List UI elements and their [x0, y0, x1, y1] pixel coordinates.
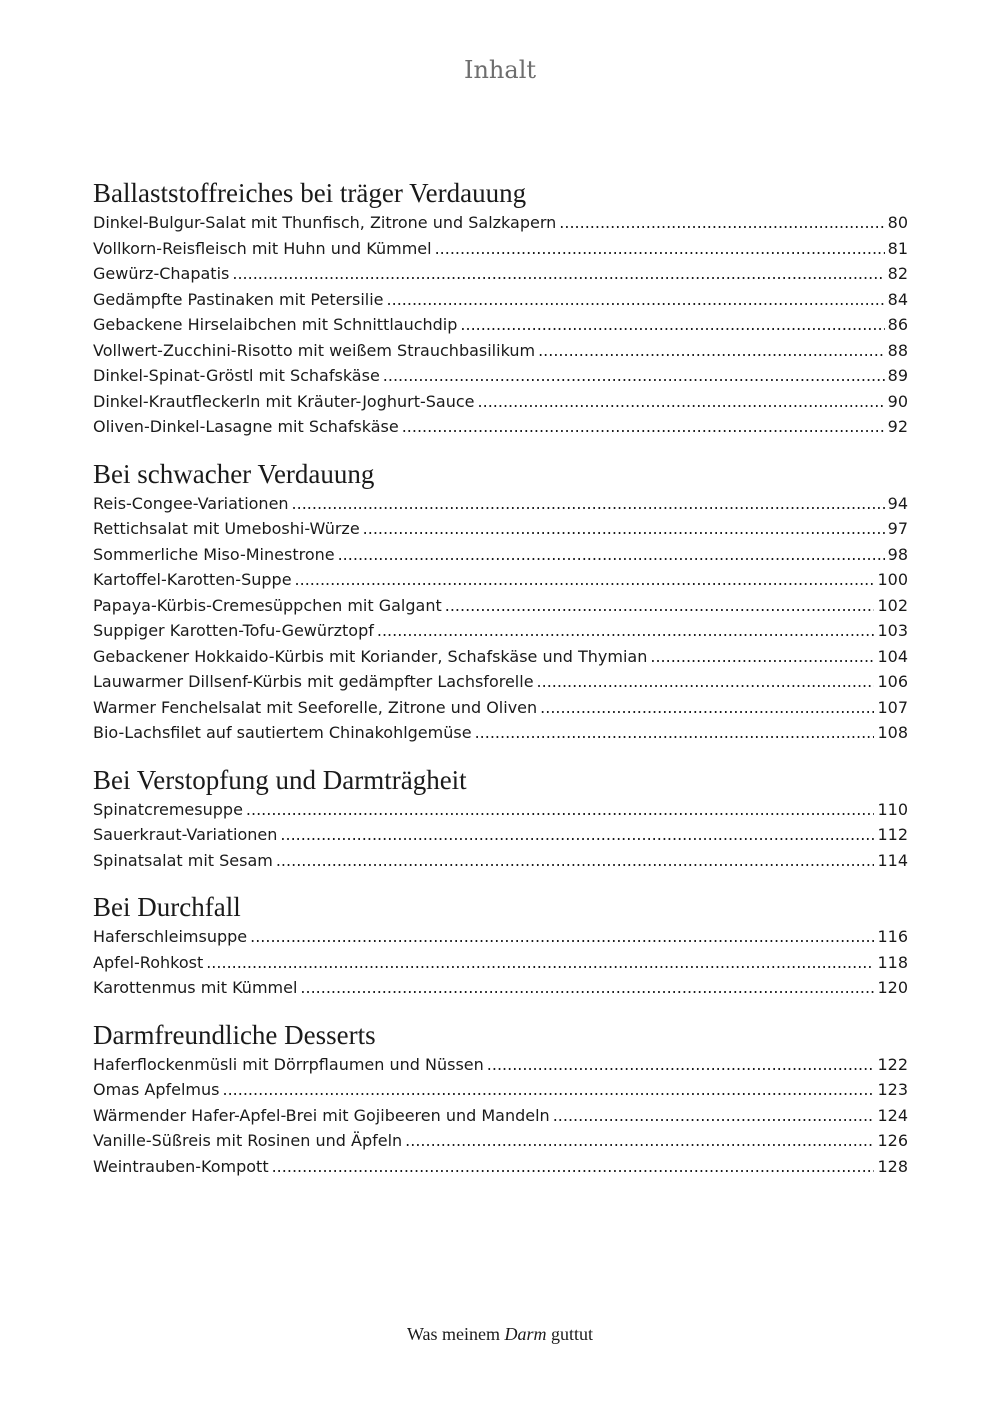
entry-page-number: 108 — [877, 723, 908, 742]
toc-entry[interactable] — [93, 644, 908, 670]
toc-entry[interactable] — [93, 312, 908, 338]
entry-title: Haferschleimsuppe — [93, 927, 248, 946]
entry-title: Vollkorn-Reisfleisch mit Huhn und Kümmel — [93, 238, 432, 258]
entry-title: Vollwert-Zucchini-Risotto mit weißem Strauchbasilikum — [93, 340, 536, 360]
dot-leader — [540, 695, 874, 721]
entry-page-number: 94 — [887, 493, 908, 513]
toc-entry[interactable] — [93, 797, 908, 823]
entry-title: Suppiger Karotten-Tofu-Gewürztopf — [93, 621, 374, 640]
entry-page-number: 86 — [887, 315, 908, 334]
entry-title: Gebackener Hokkaido-Kürbis mit Koriander, Schafskäse und Thymian — [93, 646, 648, 666]
entry-title: Karottenmus mit Kümmel — [93, 978, 298, 997]
section-title: Darmfreundliche Desserts — [93, 1019, 376, 1050]
entry-page-number: 116 — [877, 927, 908, 946]
toc-entry[interactable] — [93, 338, 908, 364]
dot-leader — [537, 669, 875, 695]
entry-title: Bio-Lachsfilet auf sautiertem Chinakohlgemüse — [93, 723, 472, 742]
entry-title: Omas Apfelmus — [93, 1080, 220, 1099]
dot-leader — [246, 797, 875, 823]
entry-page-number: 98 — [887, 544, 908, 564]
entry-title: Dinkel-Krautfleckerln mit Kräuter-Joghurt-Sauce — [93, 391, 475, 411]
entry-page-number: 88 — [887, 340, 908, 360]
entry-title: Dinkel-Bulgur-Salat mit Thunfisch, Zitrone und Salzkapern — [93, 213, 557, 232]
toc-section — [93, 176, 908, 440]
entry-title: Gebackene Hirselaibchen mit Schnittlauchdip — [93, 315, 458, 334]
toc-entry[interactable] — [93, 287, 908, 313]
toc-entry[interactable] — [93, 1077, 908, 1103]
entry-title: Lauwarmer Dillsenf-Kürbis mit gedämpfter Lachsforelle — [93, 672, 534, 691]
entry-page-number: 122 — [877, 1054, 908, 1074]
table-of-contents — [93, 176, 908, 1196]
entry-title: Reis-Congee-Variationen — [93, 493, 289, 513]
dot-leader — [475, 720, 875, 746]
toc-entry[interactable] — [93, 848, 908, 874]
entry-page-number: 128 — [877, 1156, 908, 1176]
entry-page-number: 100 — [877, 570, 908, 589]
entry-page-number: 114 — [877, 850, 908, 870]
entry-title: Apfel-Rohkost — [93, 952, 204, 972]
dot-leader — [387, 287, 885, 313]
entry-page-number: 80 — [887, 213, 908, 232]
entry-page-number: 123 — [877, 1080, 908, 1099]
entry-page-number: 97 — [887, 519, 908, 538]
toc-entry[interactable] — [93, 210, 908, 236]
toc-entry[interactable] — [93, 1154, 908, 1180]
dot-leader — [232, 261, 884, 287]
section-title: Bei Verstopfung und Darmträgheit — [93, 764, 467, 795]
dot-leader — [383, 363, 885, 389]
dot-leader — [402, 414, 885, 440]
entry-title: Dinkel-Spinat-Gröstl mit Schafskäse — [93, 366, 380, 385]
dot-leader — [223, 1077, 875, 1103]
entry-page-number: 84 — [887, 289, 908, 309]
dot-leader — [559, 210, 884, 236]
dot-leader — [280, 822, 874, 848]
dot-leader — [650, 644, 874, 670]
toc-entry[interactable] — [93, 261, 908, 287]
toc-entry[interactable] — [93, 491, 908, 517]
toc-entry[interactable] — [93, 975, 908, 1001]
toc-entry[interactable] — [93, 618, 908, 644]
entry-page-number: 89 — [887, 366, 908, 385]
dot-leader — [460, 312, 884, 338]
toc-section — [93, 457, 908, 746]
entry-title: Gedämpfte Pastinaken mit Petersilie — [93, 289, 384, 309]
section-title: Ballaststoffreiches bei träger Verdauung — [93, 178, 527, 208]
entry-page-number: 118 — [877, 952, 908, 972]
dot-leader — [272, 1154, 875, 1180]
entry-page-number: 124 — [877, 1105, 908, 1125]
dot-leader — [405, 1128, 874, 1154]
dot-leader — [553, 1103, 875, 1129]
entry-title: Spinatsalat mit Sesam — [93, 850, 273, 870]
entry-title: Kartoffel-Karotten-Suppe — [93, 570, 292, 589]
toc-entry[interactable] — [93, 720, 908, 746]
entry-title: Spinatcremesuppe — [93, 799, 243, 819]
entry-page-number: 112 — [877, 825, 908, 844]
entry-page-number: 92 — [887, 417, 908, 436]
dot-leader — [445, 593, 875, 619]
toc-entry[interactable] — [93, 1103, 908, 1129]
toc-entry[interactable] — [93, 593, 908, 619]
entry-page-number: 110 — [877, 799, 908, 819]
entry-page-number: 106 — [877, 672, 908, 691]
entry-title: Wärmender Hafer-Apfel-Brei mit Gojibeeren und Mandeln — [93, 1105, 550, 1125]
entry-page-number: 107 — [877, 697, 908, 717]
entry-title: Vanille-Süßreis mit Rosinen und Äpfeln — [93, 1131, 403, 1150]
dot-leader — [292, 491, 885, 517]
dot-leader — [206, 950, 874, 976]
toc-entry[interactable] — [93, 542, 908, 568]
toc-entry[interactable] — [93, 695, 908, 721]
dot-leader — [478, 389, 885, 415]
toc-entry[interactable] — [93, 822, 908, 848]
dot-leader — [338, 542, 885, 568]
entry-title: Rettichsalat mit Umeboshi-Würze — [93, 519, 360, 538]
dot-leader — [377, 618, 875, 644]
entry-title: Sommerliche Miso-Minestrone — [93, 544, 335, 564]
section-title: Bei Durchfall — [93, 892, 241, 922]
page-title: Inhalt — [463, 56, 537, 84]
toc-section — [93, 1018, 908, 1180]
entry-title: Haferflockenmüsli mit Dörrpflaumen und Nüssen — [93, 1054, 484, 1074]
toc-entry[interactable] — [93, 236, 908, 262]
toc-entry[interactable] — [93, 924, 908, 950]
toc-section — [93, 890, 908, 1001]
toc-entry[interactable] — [93, 363, 908, 389]
entry-title: Gewürz-Chapatis — [93, 264, 230, 283]
entry-page-number: 103 — [877, 621, 908, 640]
toc-entry[interactable] — [93, 516, 908, 542]
entry-page-number: 81 — [887, 238, 908, 258]
entry-title: Papaya-Kürbis-Cremesüppchen mit Galgant — [93, 595, 442, 615]
entry-title: Weintrauben-Kompott — [93, 1156, 269, 1176]
entry-page-number: 82 — [887, 264, 908, 283]
entry-page-number: 104 — [877, 646, 908, 666]
footer-emphasis: Darm — [504, 1324, 547, 1344]
toc-entry[interactable] — [93, 567, 908, 593]
footer-suffix: guttut — [551, 1324, 594, 1344]
entry-title: Oliven-Dinkel-Lasagne mit Schafskäse — [93, 417, 399, 436]
toc-entry[interactable] — [93, 389, 908, 415]
entry-title: Sauerkraut-Variationen — [93, 825, 278, 844]
section-title: Bei schwacher Verdauung — [93, 458, 375, 489]
dot-leader — [487, 1052, 875, 1078]
dot-leader — [435, 236, 885, 262]
entry-page-number: 120 — [877, 978, 908, 997]
toc-entry[interactable] — [93, 950, 908, 976]
toc-entry[interactable] — [93, 1052, 908, 1078]
page-footer — [0, 1324, 1000, 1345]
entry-page-number: 126 — [877, 1131, 908, 1150]
entry-page-number: 102 — [877, 595, 908, 615]
toc-section — [93, 763, 908, 874]
dot-leader — [363, 516, 885, 542]
entry-page-number: 90 — [887, 391, 908, 411]
dot-leader — [295, 567, 875, 593]
toc-entry[interactable] — [93, 414, 908, 440]
toc-entry[interactable] — [93, 1128, 908, 1154]
footer-prefix: Was meinem — [406, 1324, 500, 1344]
dot-leader — [300, 975, 874, 1001]
dot-leader — [250, 924, 874, 950]
entry-title: Warmer Fenchelsalat mit Seeforelle, Zitrone und Oliven — [93, 697, 538, 717]
toc-entry[interactable] — [93, 669, 908, 695]
dot-leader — [538, 338, 885, 364]
dot-leader — [276, 848, 875, 874]
